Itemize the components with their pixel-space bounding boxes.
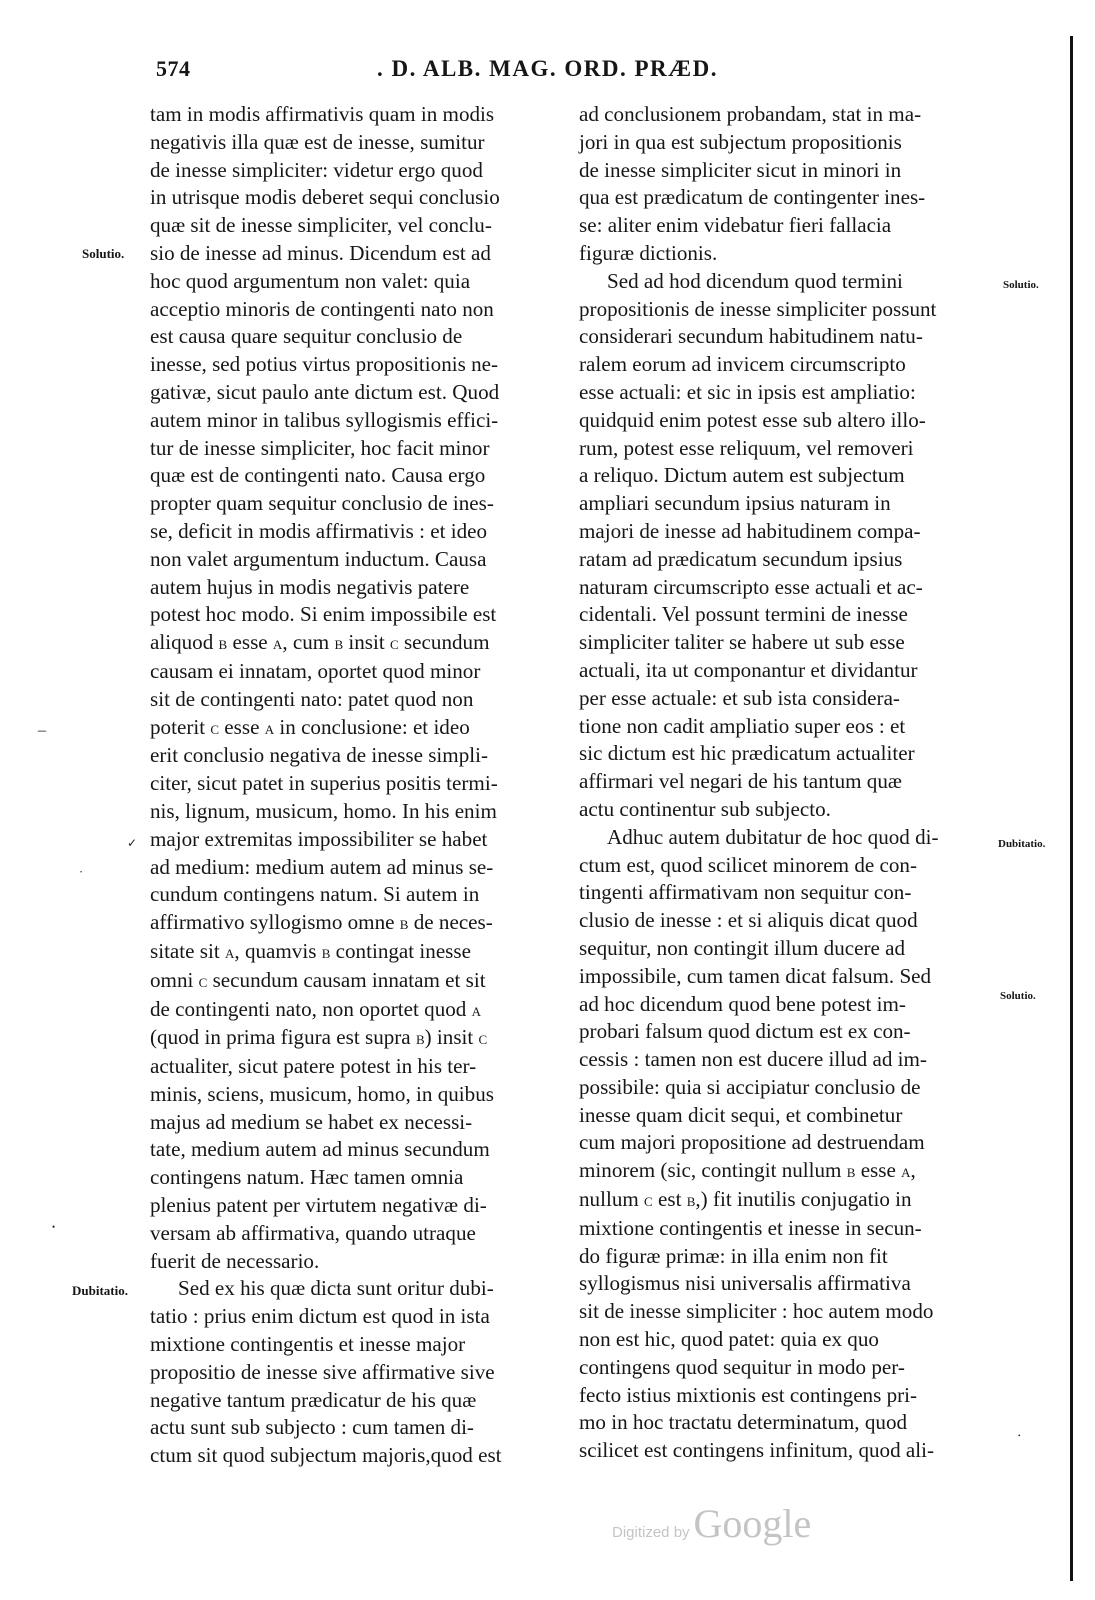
paragraph: Adhuc autem dubitatur de hoc quod di- ctum est, quod scilicet minorem de con- tingenti affirmativam non sequitur con- clusio de inesse : et si aliquis dicat quod sequitur, non contingit illum ducere ad impossibile, cum tamen dicat falsum. Sed ad hoc dicendum quod bene potest im- probari falsum quod dictum est ex con- cessis : tamen non est ducere illud ad im- possibile: quia si accipiatur conclusio de inesse quam dicit sequi, et combinetur cum majori propositione ad destruendam minorem (sic, contingit nullum b esse a, nullum c est b,) fit inutilis conjugatio in mixtione contingentis et inesse in secun- do figuræ primæ: in illa enim non fit syllogismus nisi universalis affirmativa sit de inesse simpliciter : hoc autem modo non est hic, quod patet: quia ex quo contingens quod sequitur in modo per- fecto istius mixtionis est contingens pri- mo in hoc tractatu determinatum, quod scilicet est contingens infinitum, quod ali- (579, 824, 939, 1463)
margin-note-dubitatio: Dubitatio. (72, 1283, 128, 1298)
watermark-digitized-by: Digitized by (612, 1524, 690, 1541)
margin-dot-mark: • (52, 1222, 56, 1232)
left-column (150, 101, 555, 1470)
paragraph: Sed ex his quæ dicta sunt oritur dubi- tatio : prius enim dictum est quod in ista mixtione contingentis et inesse major propositio de inesse sive affirmative sive negative tantum prædicatur de his quæ actu sunt sub subjecto : cum tamen di- ctum sit quod subjectum majoris,quod est (150, 1276, 502, 1468)
running-head: . D. ALB. MAG. ORD. PRÆD. (377, 56, 718, 81)
margin-note-solutio: Solutio. (82, 246, 125, 261)
margin-note-solutio: Solutio. (1003, 279, 1039, 291)
margin-dot-mark: • (80, 870, 83, 876)
google-logo: Google (693, 1501, 812, 1546)
paragraph: Sed ad hod dicendum quod termini propositionis de inesse simpliciter possunt considerari secundum habitudinem natu- ralem eorum ad invicem circumscripto esse actuali: et sic in ipsis est ampliatio: quidquid enim potest esse sub altero illo- rum, potest esse reliquum, vel removeri a reliquo. Dictum autem est subjectum ampliari secundum ipsius naturam in majori de inesse ad habitudinem compa- ratam ad prædicatum secundum ipsius naturam circumscripto esse actuali et ac- cidentali. Vel possunt termini de inesse simpliciter taliter se habere ut sub esse actuali, ita ut componantur et dividantur per esse actuale: et sub ista considera- tione non cadit ampliatio super eos : et sic dictum est hic prædicatum actualiter affirmari vel negari de his tantum quæ actu continentur sub subjecto. (579, 268, 937, 821)
margin-note-dubitatio: Dubitatio. (998, 838, 1046, 850)
margin-tick-mark: ✓ (127, 836, 138, 850)
margin-dash-mark: – (38, 722, 46, 739)
page-spine-edge (1070, 36, 1073, 1581)
paragraph: ad conclusionem probandam, stat in ma- jori in qua est subjectum propositionis de inesse simpliciter sicut in minori in qua est prædicatum de contingenter ines- se: aliter enim videbatur fieri fallacia figuræ dictionis. (579, 102, 926, 265)
margin-dot-mark: • (1018, 1432, 1021, 1440)
paragraph: tam in modis affirmativis quam in modis negativis illa quæ est de inesse, sumitur de inesse simpliciter: videtur ergo quod in utrisque modis deberet sequi conclusio quæ sit de inesse simpliciter, vel conclu- sio de inesse ad minus. Dicendum est ad hoc quod argumentum non valet: quia acceptio minoris de contingenti nato non est causa quare sequitur conclusio de inesse, sed potius virtus propositionis ne- gativæ, sicut paulo ante dictum est. Quod autem minor in talibus syllogismis effici- tur de inesse simpliciter, hoc facit minor quæ est de contingenti nato. Causa ergo propter quam sequitur conclusio de ines- se, deficit in modis affirmativis : et ideo non valet argumentum inductum. Causa autem hujus in modis negativis patere potest hoc modo. Si enim impossibile est aliquod b esse a, cum b insit c secundum causam ei innatam, oportet quod minor sit de contingenti nato: patet quod non poterit c esse a in conclusione: et ideo erit conclusio negativa de inesse simpli- citer, sicut patet in superius positis termi- nis, lignum, musicum, homo. In his enim major extremitas impossibiliter se habet ad medium: medium autem ad minus se- cundum contingens natum. Si autem in affirmativo syllogismo omne b de neces- sitate sit a, quamvis b contingat inesse omni c secundum causam innatam et sit de contingenti nato, non oportet quod a (quod in prima figura est supra b) insit c actualiter, sicut patere potest in his ter- minis, sciens, musicum, homo, in quibus majus ad medium se habet ex necessi- tate, medium autem ad minus secundum contingens natum. Hæc tamen omnia plenius patent per virtutem negativæ di- versam ab affirmativa, quando utraque fuerit de necessario. (150, 102, 500, 1273)
margin-note-solutio: Solutio. (1000, 990, 1036, 1002)
page-number: 574 (156, 56, 191, 81)
digitized-watermark (612, 1500, 811, 1547)
right-column (579, 101, 984, 1465)
